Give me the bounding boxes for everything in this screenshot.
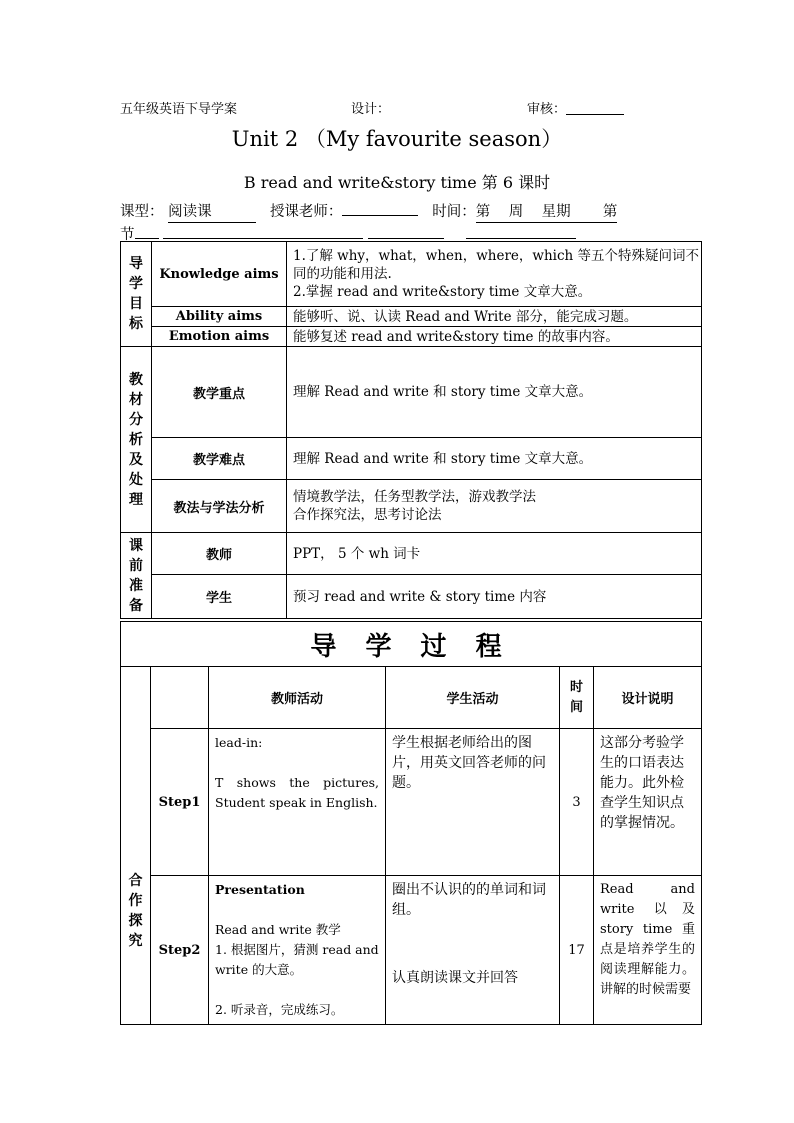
prep-student-label: 学生 (152, 575, 287, 619)
step1-teacher-activity (209, 729, 386, 876)
type-label: 课型： (120, 204, 164, 220)
col-student-activity: 学生活动 (386, 667, 560, 729)
prep-student-content: 预习 read and write & story time 内容 (287, 575, 702, 619)
step1-teacher-line-1: lead-in: (215, 735, 263, 750)
section-label: 节 (120, 227, 135, 243)
unit-title: Unit 2 （My favourite season） (231, 127, 563, 151)
emotion-aims-content: 能够复述 read and write&story time 的故事内容。 (287, 327, 702, 347)
goals-table (120, 241, 702, 347)
col-design-note: 设计说明 (594, 667, 702, 729)
analysis-side-cell (121, 347, 152, 533)
section-blank-1 (135, 223, 159, 239)
step-header-blank (151, 667, 209, 729)
lesson-title: B read and write&story time 第 6 课时 (243, 173, 551, 192)
prep-teacher-content: PPT， 5 个 wh 词卡 (287, 533, 702, 575)
emotion-aims-label: Emotion aims (152, 327, 287, 347)
step1-teacher-line-3: T shows the pictures, Student speak in English. (215, 775, 379, 810)
method-label: 教法与学法分析 (152, 480, 287, 533)
key-point-content: 理解 Read and write 和 story time 文章大意。 (287, 347, 702, 438)
step2-time: 17 (560, 876, 594, 1025)
step1-label: Step1 (151, 729, 209, 876)
step2-label: Step2 (151, 876, 209, 1025)
analysis-side-label: 教材分析及处理 (129, 371, 143, 508)
process-heading: 导 学 过 程 (121, 622, 702, 667)
process-table (120, 666, 702, 1025)
step2-teacher-line-3: 1. 根据图片，猜测 read and write 的大意。 (215, 942, 379, 977)
step1-teacher-line-2 (215, 753, 379, 773)
step2-student-line-2: 认真朗读课文并回答 (392, 970, 518, 986)
key-point-label: 教学重点 (152, 347, 287, 438)
step2-teacher-line-4 (215, 980, 379, 1000)
prep-side-cell (121, 533, 152, 619)
prep-teacher-label: 教师 (152, 533, 287, 575)
step2-teacher-line-1 (215, 900, 379, 920)
step1-student-activity: 学生根据老师给出的图片，用英文回答老师的问题。 (386, 729, 560, 876)
type-value: 阅读课 (168, 203, 256, 223)
goals-side-label: 导学目标 (129, 256, 143, 332)
process-side-cell (121, 667, 151, 1025)
reviewer-value (566, 101, 624, 115)
process-heading-table (120, 621, 702, 667)
step2-teacher-line-2: Read and write 教学 (215, 922, 341, 937)
lesson-meta (120, 200, 680, 245)
step1-design-note: 这部分考验学生的口语表达能力。此外检查学生知识点的掌握情况。 (594, 729, 702, 876)
process-side-label: 合作探究 (128, 872, 143, 949)
time-value: 第 周 星期 第 (476, 203, 618, 223)
teacher-label: 授课老师： (269, 204, 343, 220)
step2-student-line-1: 圈出不认识的的单词和词组。 (392, 882, 546, 918)
teacher-value-blank (342, 200, 418, 216)
col-teacher-activity: 教师活动 (209, 667, 386, 729)
designer-label: 设计： (351, 102, 391, 117)
section-blank-4 (466, 223, 576, 239)
method-content (287, 480, 702, 533)
step2-teacher-line-5: 2. 听录音，完成练习。 (215, 1002, 344, 1017)
section-blank-2 (163, 223, 363, 239)
method-line-1: 情境教学法，任务型教学法，游戏教学法 (293, 489, 536, 505)
prep-side-label: 课前准备 (129, 537, 143, 614)
step2-design-note: Read and write 以及 story time 重点是培养学生的阅读理解能力。讲解的时候需要 (594, 876, 702, 1025)
knowledge-aims-line-1: 1.了解 why，what，when，where，which 等五个特殊疑问词不同的功能和用法. (293, 248, 700, 282)
method-line-2: 合作探究法，思考讨论法 (293, 507, 442, 523)
knowledge-aims-label: Knowledge aims (152, 242, 287, 307)
step2-student-activity (386, 876, 560, 1025)
col-time: 时间 (560, 667, 594, 729)
step2-teacher-activity (209, 876, 386, 1025)
difficulty-content: 理解 Read and write 和 story time 文章大意。 (287, 438, 702, 480)
knowledge-aims-content (287, 242, 702, 307)
step2-teacher-title: Presentation (215, 882, 305, 897)
reviewer-label: 审核： (527, 98, 624, 117)
section-blank-3 (368, 223, 444, 239)
ability-aims-content: 能够听、说、认读 Read and Write 部分，能完成习题。 (287, 307, 702, 327)
time-label: 时间： (432, 204, 476, 220)
goals-side-cell (121, 242, 152, 347)
header-title: 五年级英语下导学案 (120, 102, 238, 117)
analysis-table (120, 346, 702, 619)
difficulty-label: 教学难点 (152, 438, 287, 480)
step1-time: 3 (560, 729, 594, 876)
knowledge-aims-line-2: 2.掌握 read and write&story time 文章大意。 (293, 284, 592, 300)
ability-aims-label: Ability aims (152, 307, 287, 327)
